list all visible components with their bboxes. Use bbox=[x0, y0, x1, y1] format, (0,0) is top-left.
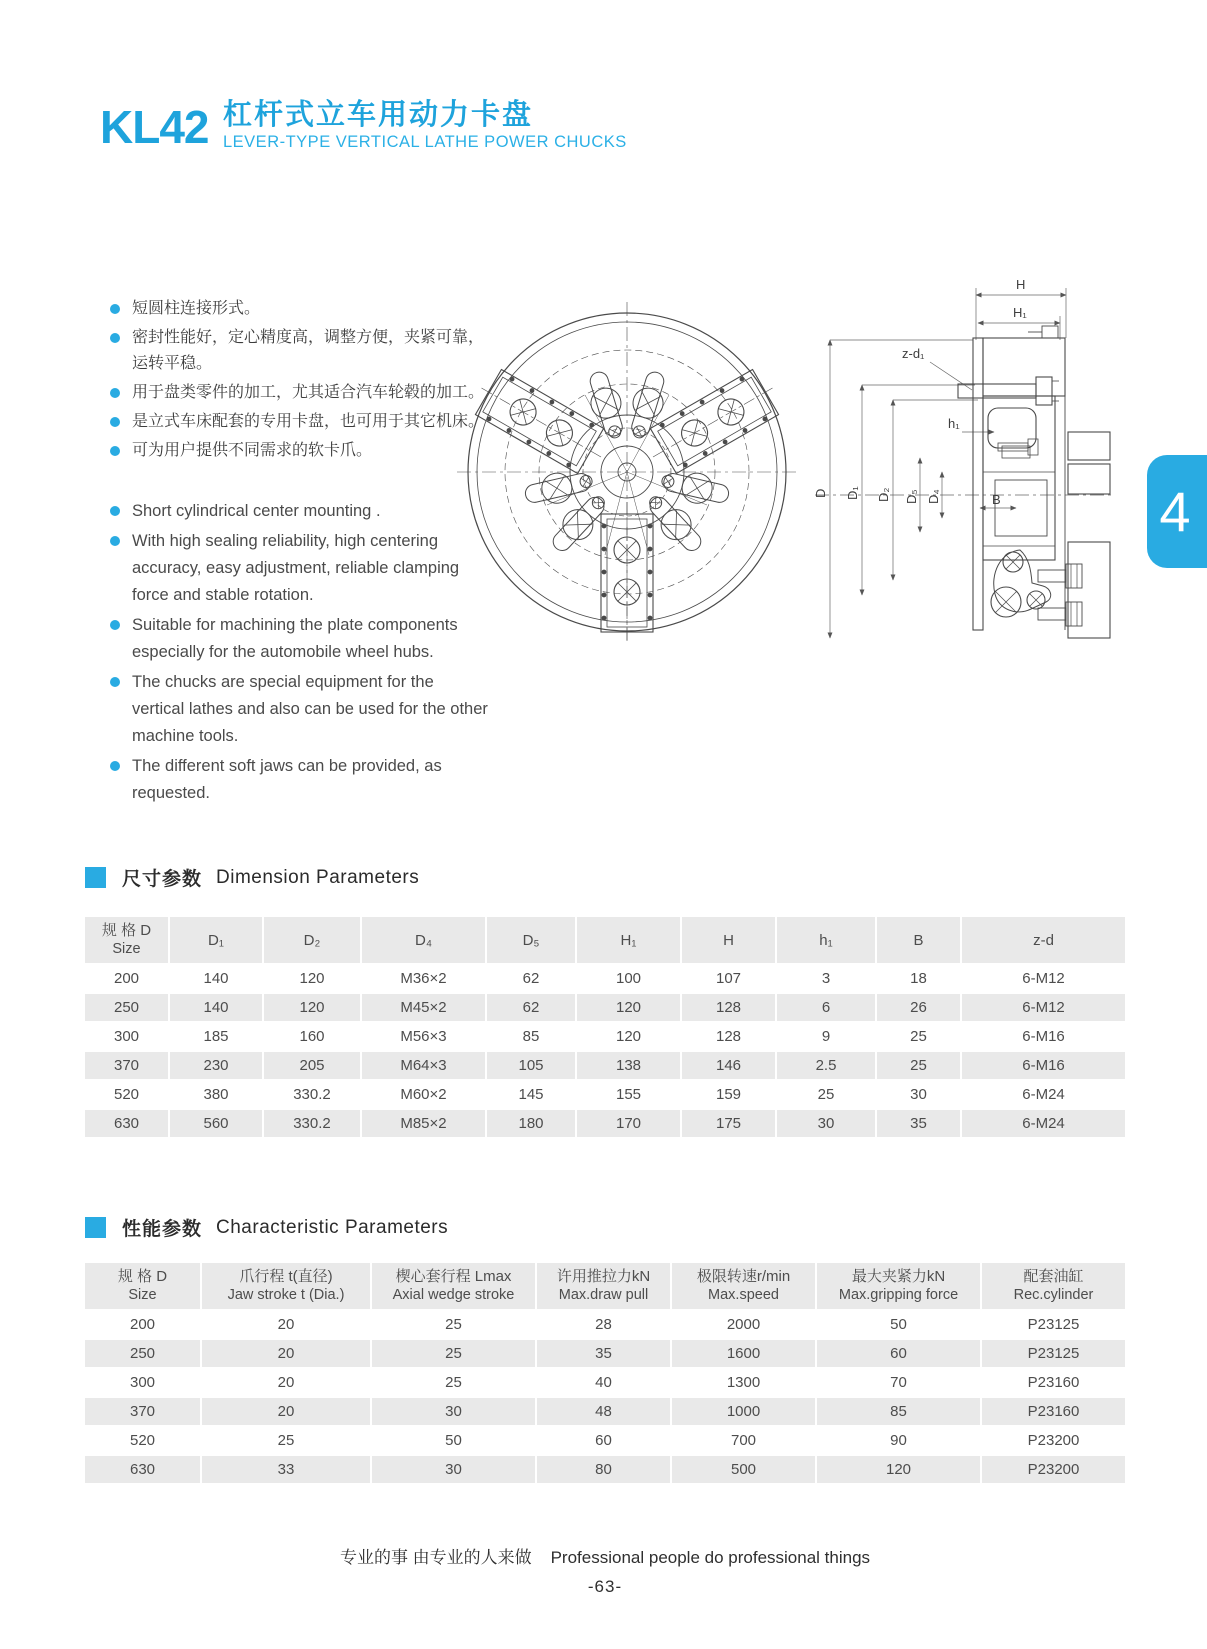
table-cell: 155 bbox=[575, 1081, 680, 1110]
table-cell: 560 bbox=[168, 1110, 262, 1139]
table-cell: 6-M12 bbox=[960, 994, 1125, 1023]
bullet-icon bbox=[110, 446, 120, 456]
table-row bbox=[85, 1023, 1125, 1052]
dim-label-D4: D₄ bbox=[926, 489, 941, 504]
table-cell: 1300 bbox=[670, 1369, 815, 1398]
table-cell: P23200 bbox=[980, 1456, 1125, 1485]
table-cell: P23125 bbox=[980, 1311, 1125, 1340]
dim-label-B: B bbox=[992, 492, 1001, 507]
feature-item bbox=[110, 296, 494, 322]
table-cell: 6-M24 bbox=[960, 1081, 1125, 1110]
table-cell: 26 bbox=[875, 994, 960, 1023]
section-title-cn: 尺寸参数 bbox=[122, 869, 203, 890]
table-cell: M85×2 bbox=[360, 1110, 485, 1139]
bullet-icon bbox=[110, 536, 120, 546]
table-cell: M36×2 bbox=[360, 965, 485, 994]
table-cell: 6-M12 bbox=[960, 965, 1125, 994]
dim-label-H: H bbox=[1016, 277, 1026, 292]
dim-label-D5: D₅ bbox=[904, 489, 919, 504]
table-cell: 520 bbox=[85, 1427, 200, 1456]
table-cell: 380 bbox=[168, 1081, 262, 1110]
table-cell: P23160 bbox=[980, 1398, 1125, 1427]
feature-text: With high sealing reliability, high centering accuracy, easy adjustment, reliable clamping force and stable rotation. bbox=[132, 532, 460, 604]
column-header: 楔心套行程 Lmax Axial wedge stroke bbox=[370, 1263, 535, 1311]
table-cell: M45×2 bbox=[360, 994, 485, 1023]
characteristic-section-heading bbox=[85, 1214, 448, 1241]
feature-item bbox=[110, 528, 488, 609]
table-header-row bbox=[85, 917, 1125, 965]
table-cell: 50 bbox=[815, 1311, 980, 1340]
column-header: h₁ bbox=[775, 917, 875, 965]
table-cell: 20 bbox=[200, 1311, 370, 1340]
table-cell: 300 bbox=[85, 1023, 168, 1052]
table-cell: 25 bbox=[775, 1081, 875, 1110]
column-header: z-d bbox=[960, 917, 1125, 965]
dimension-section-heading bbox=[85, 864, 419, 891]
table-cell: 128 bbox=[680, 1023, 775, 1052]
page-footer bbox=[85, 1543, 1125, 1597]
table-cell: 28 bbox=[535, 1311, 670, 1340]
table-cell: 185 bbox=[168, 1023, 262, 1052]
bullet-icon bbox=[110, 417, 120, 427]
table-cell: 20 bbox=[200, 1340, 370, 1369]
chapter-tab: 4 bbox=[1147, 455, 1207, 568]
table-cell: 630 bbox=[85, 1110, 168, 1139]
table-cell: 6-M16 bbox=[960, 1052, 1125, 1081]
table-cell: 85 bbox=[815, 1398, 980, 1427]
feature-text: 可为用户提供不同需求的软卡爪。 bbox=[132, 442, 373, 459]
footer-slogan-en: Professional people do professional things bbox=[550, 1548, 871, 1567]
table-cell: 120 bbox=[262, 965, 360, 994]
table-cell: 20 bbox=[200, 1369, 370, 1398]
table-row bbox=[85, 1110, 1125, 1139]
feature-text: 短圆柱连接形式。 bbox=[132, 300, 261, 317]
features-list-cn bbox=[110, 296, 494, 467]
chuck-front-view-drawing bbox=[455, 295, 800, 645]
column-header: H bbox=[680, 917, 775, 965]
table-cell: 170 bbox=[575, 1110, 680, 1139]
table-cell: 25 bbox=[875, 1052, 960, 1081]
feature-text: The chucks are special equipment for the vertical lathes and also can be used for the other machine tools. bbox=[132, 673, 488, 745]
table-cell: 520 bbox=[85, 1081, 168, 1110]
column-header: D₅ bbox=[485, 917, 575, 965]
column-header: 配套油缸 Rec.cylinder bbox=[980, 1263, 1125, 1311]
column-header: D₄ bbox=[360, 917, 485, 965]
table-cell: 140 bbox=[168, 965, 262, 994]
table-cell: 35 bbox=[875, 1110, 960, 1139]
feature-item bbox=[110, 438, 494, 464]
page-title-cn: 杠杆式立车用动力卡盘 bbox=[223, 99, 534, 131]
table-row bbox=[85, 994, 1125, 1023]
feature-item bbox=[110, 409, 494, 435]
table-cell: 35 bbox=[535, 1340, 670, 1369]
table-cell: 60 bbox=[815, 1340, 980, 1369]
table-cell: 107 bbox=[680, 965, 775, 994]
table-cell: M56×3 bbox=[360, 1023, 485, 1052]
table-cell: 250 bbox=[85, 994, 168, 1023]
feature-item bbox=[110, 612, 488, 666]
table-cell: 120 bbox=[575, 994, 680, 1023]
footer-slogan bbox=[85, 1543, 1125, 1568]
table-cell: 200 bbox=[85, 965, 168, 994]
section-title-en: Dimension Parameters bbox=[216, 866, 420, 888]
table-cell: 2000 bbox=[670, 1311, 815, 1340]
table-cell: 9 bbox=[775, 1023, 875, 1052]
feature-item bbox=[110, 498, 488, 525]
table-cell: 330.2 bbox=[262, 1110, 360, 1139]
table-row bbox=[85, 1427, 1125, 1456]
table-cell: P23125 bbox=[980, 1340, 1125, 1369]
table-cell: 500 bbox=[670, 1456, 815, 1485]
table-cell: 180 bbox=[485, 1110, 575, 1139]
table-row bbox=[85, 1456, 1125, 1485]
dimension-parameters-table bbox=[85, 917, 1125, 1139]
feature-item bbox=[110, 669, 488, 750]
table-cell: 33 bbox=[200, 1456, 370, 1485]
column-header: 规 格 D Size bbox=[85, 917, 168, 965]
table-cell: 120 bbox=[575, 1023, 680, 1052]
bullet-icon bbox=[110, 333, 120, 343]
column-header: 许用推拉力kN Max.draw pull bbox=[535, 1263, 670, 1311]
table-cell: 62 bbox=[485, 994, 575, 1023]
column-header: D₁ bbox=[168, 917, 262, 965]
table-cell: 25 bbox=[370, 1340, 535, 1369]
table-cell: 6-M16 bbox=[960, 1023, 1125, 1052]
bullet-icon bbox=[110, 506, 120, 516]
table-cell: 25 bbox=[370, 1369, 535, 1398]
table-cell: 62 bbox=[485, 965, 575, 994]
table-cell: 1600 bbox=[670, 1340, 815, 1369]
section-title-en: Characteristic Parameters bbox=[216, 1216, 449, 1238]
table-cell: 120 bbox=[262, 994, 360, 1023]
column-header: H₁ bbox=[575, 917, 680, 965]
table-cell: 300 bbox=[85, 1369, 200, 1398]
characteristic-parameters-table bbox=[85, 1263, 1125, 1485]
dim-label-zd1: z-d₁ bbox=[902, 346, 925, 361]
table-cell: 18 bbox=[875, 965, 960, 994]
feature-item bbox=[110, 753, 488, 807]
dim-label-D2: D₂ bbox=[876, 487, 891, 502]
page-title-en: LEVER-TYPE VERTICAL LATHE POWER CHUCKS bbox=[223, 133, 627, 151]
table-cell: 48 bbox=[535, 1398, 670, 1427]
table-cell: 1000 bbox=[670, 1398, 815, 1427]
table-cell: 30 bbox=[875, 1081, 960, 1110]
table-cell: 105 bbox=[485, 1052, 575, 1081]
table-cell: 25 bbox=[370, 1311, 535, 1340]
table-row bbox=[85, 965, 1125, 994]
feature-text: Suitable for machining the plate components especially for the automobile wheel hubs. bbox=[132, 616, 458, 661]
table-cell: 140 bbox=[168, 994, 262, 1023]
table-cell: 6-M24 bbox=[960, 1110, 1125, 1139]
table-row bbox=[85, 1052, 1125, 1081]
chuck-section-view-drawing bbox=[780, 250, 1115, 670]
table-cell: 30 bbox=[370, 1456, 535, 1485]
table-row bbox=[85, 1340, 1125, 1369]
column-header: 规 格 D Size bbox=[85, 1263, 200, 1311]
features-list-en bbox=[110, 498, 488, 810]
table-row bbox=[85, 1081, 1125, 1110]
section-marker-icon bbox=[85, 867, 106, 888]
table-cell: 370 bbox=[85, 1052, 168, 1081]
feature-text: 密封性能好，定心精度高，调整方便，夹紧可靠，运转平稳。 bbox=[132, 329, 485, 372]
table-cell: 160 bbox=[262, 1023, 360, 1052]
table-cell: 200 bbox=[85, 1311, 200, 1340]
table-cell: 138 bbox=[575, 1052, 680, 1081]
table-cell: M64×3 bbox=[360, 1052, 485, 1081]
table-row bbox=[85, 1398, 1125, 1427]
table-cell: 145 bbox=[485, 1081, 575, 1110]
table-cell: P23160 bbox=[980, 1369, 1125, 1398]
section-marker-icon bbox=[85, 1217, 106, 1238]
table-cell: 30 bbox=[370, 1398, 535, 1427]
bullet-icon bbox=[110, 388, 120, 398]
table-cell: 230 bbox=[168, 1052, 262, 1081]
column-header: B bbox=[875, 917, 960, 965]
bullet-icon bbox=[110, 620, 120, 630]
table-cell: 20 bbox=[200, 1398, 370, 1427]
table-cell: 175 bbox=[680, 1110, 775, 1139]
dim-label-D1: D₁ bbox=[845, 486, 860, 500]
table-cell: 30 bbox=[775, 1110, 875, 1139]
bullet-icon bbox=[110, 304, 120, 314]
dim-label-D: D bbox=[813, 488, 828, 498]
dim-label-H1: H₁ bbox=[1013, 305, 1027, 320]
table-cell: 25 bbox=[200, 1427, 370, 1456]
section-title-cn: 性能参数 bbox=[122, 1219, 203, 1240]
table-cell: 120 bbox=[815, 1456, 980, 1485]
table-cell: 146 bbox=[680, 1052, 775, 1081]
feature-text: The different soft jaws can be provided, as requested. bbox=[132, 757, 442, 802]
table-cell: 85 bbox=[485, 1023, 575, 1052]
table-cell: 128 bbox=[680, 994, 775, 1023]
table-cell: 25 bbox=[875, 1023, 960, 1052]
table-cell: 330.2 bbox=[262, 1081, 360, 1110]
model-code: KL42 bbox=[100, 101, 209, 153]
table-cell: 3 bbox=[775, 965, 875, 994]
table-cell: 40 bbox=[535, 1369, 670, 1398]
feature-text: Short cylindrical center mounting . bbox=[132, 502, 381, 520]
column-header: 极限转速r/min Max.speed bbox=[670, 1263, 815, 1311]
table-cell: M60×2 bbox=[360, 1081, 485, 1110]
footer-slogan-cn: 专业的事 由专业的人来做 bbox=[339, 1548, 532, 1567]
table-cell: 50 bbox=[370, 1427, 535, 1456]
table-cell: 6 bbox=[775, 994, 875, 1023]
table-cell: 80 bbox=[535, 1456, 670, 1485]
column-header: D₂ bbox=[262, 917, 360, 965]
table-cell: 159 bbox=[680, 1081, 775, 1110]
table-cell: 250 bbox=[85, 1340, 200, 1369]
bullet-icon bbox=[110, 677, 120, 687]
column-header: 爪行程 t(直径) Jaw stroke t (Dia.) bbox=[200, 1263, 370, 1311]
table-cell: 205 bbox=[262, 1052, 360, 1081]
table-cell: 60 bbox=[535, 1427, 670, 1456]
table-cell: 100 bbox=[575, 965, 680, 994]
table-header-row bbox=[85, 1263, 1125, 1311]
feature-text: 用于盘类零件的加工，尤其适合汽车轮毂的加工。 bbox=[132, 384, 485, 401]
dim-label-h1: h₁ bbox=[948, 416, 960, 431]
table-row bbox=[85, 1311, 1125, 1340]
feature-text: 是立式车床配套的专用卡盘，也可用于其它机床。 bbox=[132, 413, 485, 430]
column-header: 最大夹紧力kN Max.gripping force bbox=[815, 1263, 980, 1311]
table-row bbox=[85, 1369, 1125, 1398]
page-number: -63- bbox=[587, 1577, 623, 1596]
feature-item bbox=[110, 380, 494, 406]
bullet-icon bbox=[110, 761, 120, 771]
table-cell: 700 bbox=[670, 1427, 815, 1456]
table-cell: P23200 bbox=[980, 1427, 1125, 1456]
table-cell: 90 bbox=[815, 1427, 980, 1456]
table-cell: 2.5 bbox=[775, 1052, 875, 1081]
table-cell: 370 bbox=[85, 1398, 200, 1427]
table-cell: 630 bbox=[85, 1456, 200, 1485]
feature-item bbox=[110, 325, 494, 377]
table-cell: 70 bbox=[815, 1369, 980, 1398]
